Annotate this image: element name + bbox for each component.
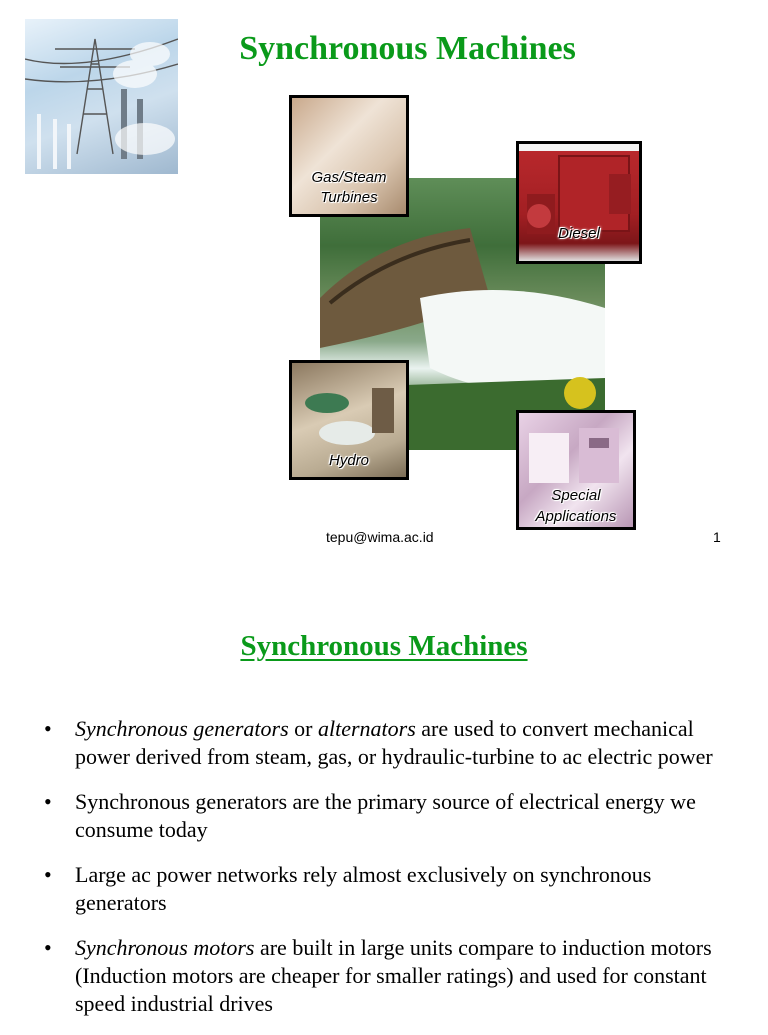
- gas-label-line2: Turbines: [320, 189, 378, 206]
- bullet-text: are built in large units compare to induction motors (Induction motors are cheaper for smaller ratings) and used for constant speed industrial drives: [75, 935, 712, 1016]
- bullet-item: [44, 861, 724, 917]
- special-label-line2: Applications: [535, 508, 617, 525]
- bullet-text: Synchronous generators are the primary source of electrical energy we consume today: [75, 789, 696, 842]
- hydro-generator-inset: [289, 360, 409, 480]
- diesel-label: Diesel: [558, 225, 600, 242]
- diesel-generator-inset: [516, 141, 642, 264]
- bullet-item: [44, 934, 724, 1018]
- bullet-text: or: [288, 716, 318, 741]
- bullet-italic-term: alternators: [318, 716, 416, 741]
- slide-title: Synchronous Machines: [240, 630, 528, 662]
- bullet-icon: •: [44, 935, 52, 960]
- special-label-line1: Special: [551, 487, 601, 504]
- bullet-item: [44, 788, 724, 844]
- slide-title: Synchronous Machines: [239, 30, 576, 67]
- bullet-icon: •: [44, 716, 52, 741]
- bullet-icon: •: [44, 862, 52, 887]
- gas-label-line1: Gas/Steam: [311, 169, 387, 186]
- bullet-list: [44, 715, 724, 1035]
- footer-page-number: 1: [713, 529, 721, 545]
- footer-email: tepu@wima.ac.id: [326, 529, 434, 545]
- bullet-icon: •: [44, 789, 52, 814]
- bullet-text: Large ac power networks rely almost exclusively on synchronous generators: [75, 862, 652, 915]
- gas-steam-turbines-inset: [289, 95, 409, 217]
- hydro-label: Hydro: [328, 452, 369, 469]
- special-applications-inset: [516, 410, 636, 530]
- bullet-item: [44, 715, 724, 771]
- bullet-italic-term: Synchronous motors: [75, 935, 255, 960]
- bullet-italic-term: Synchronous generators: [75, 716, 289, 741]
- bullet-text: are used to convert mechanical power derived from steam, gas, or hydraulic-turbine to ac electric power: [75, 716, 713, 769]
